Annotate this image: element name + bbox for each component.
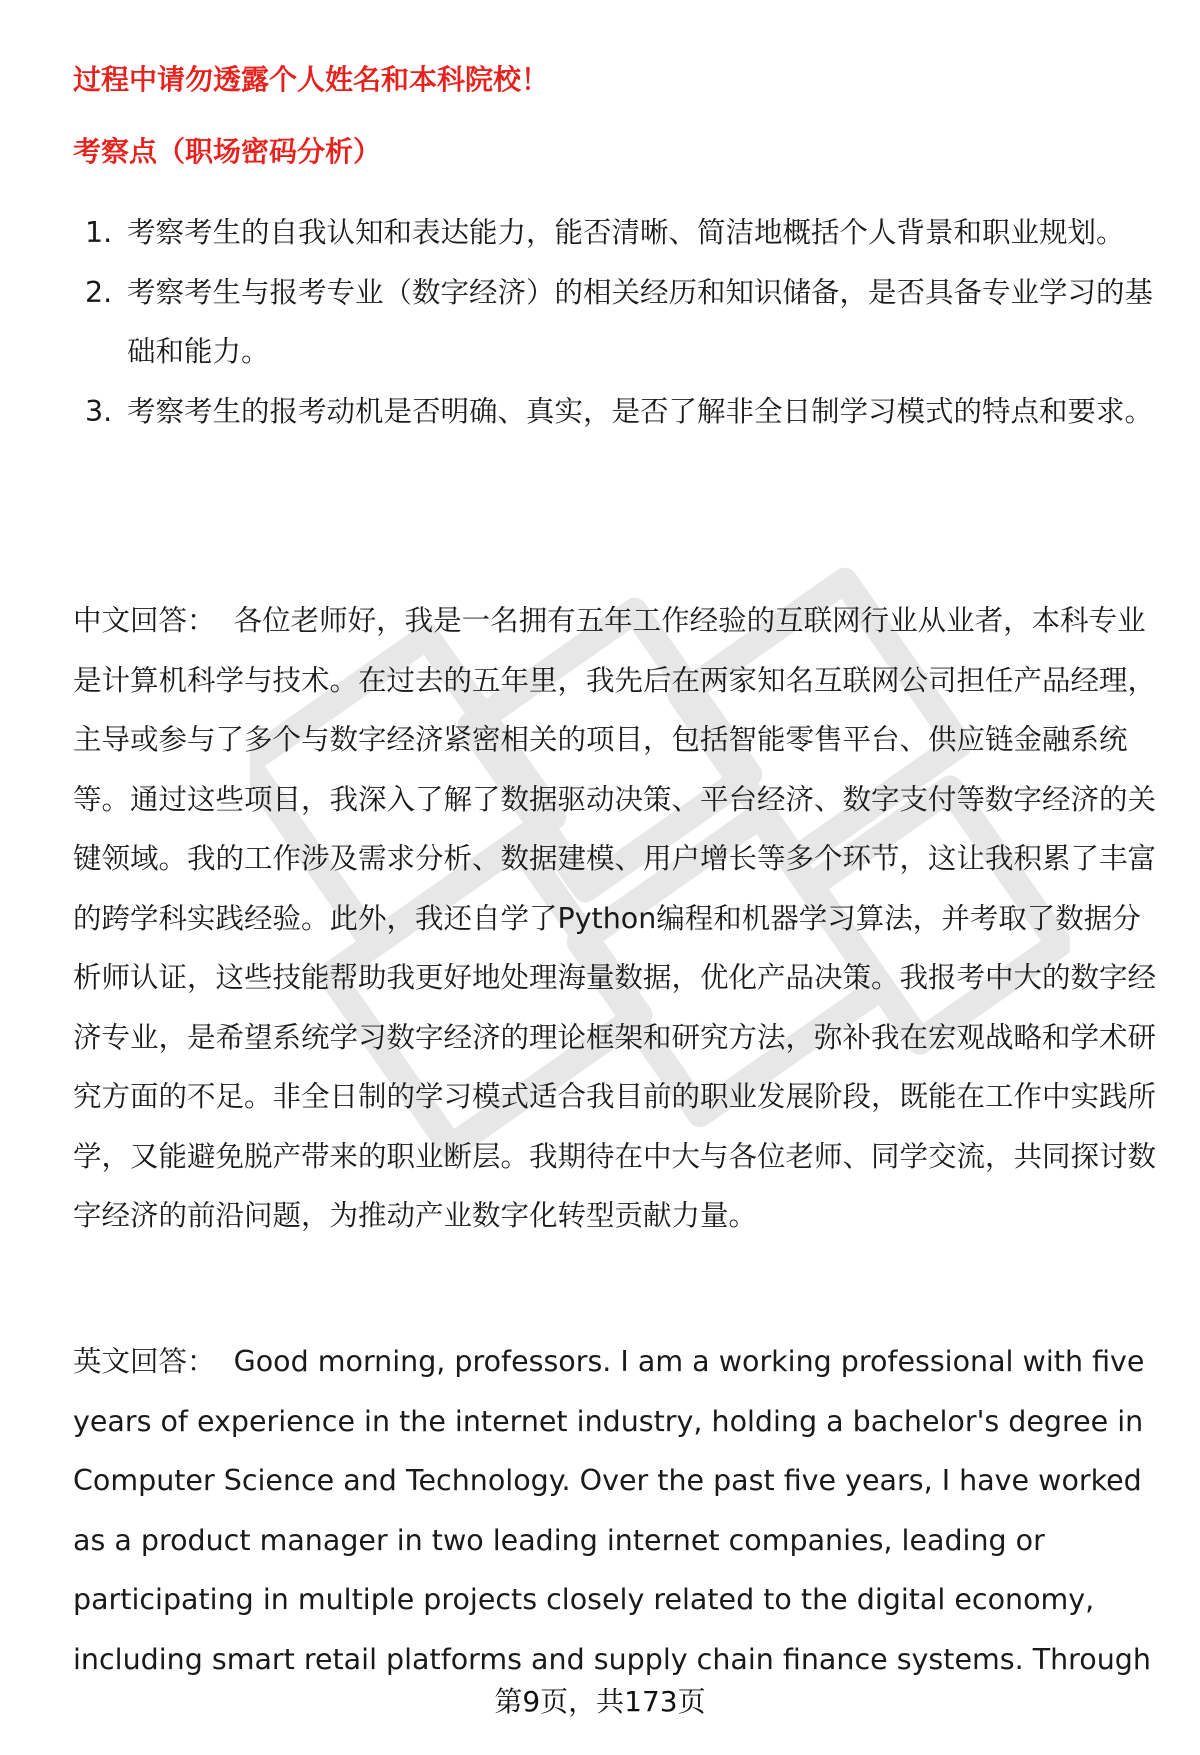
exam-point-number: 3. [85,394,113,428]
privacy-warning: 过程中请勿透露个人姓名和本科院校！ [73,63,550,96]
page-number: 第9页，共173页 [494,1685,706,1718]
english-answer-label: 英文回答： [73,1345,216,1378]
exam-point-item [73,203,1153,263]
exam-point-item [73,382,1153,442]
exam-point-text: 考察考生与报考专业（数字经济）的相关经历和知识储备，是否具备专业学习的基础和能力。 [127,275,1154,368]
exam-points-list [73,203,1153,441]
exam-point-item [73,263,1153,382]
chinese-answer-paragraph [73,591,1163,1246]
exam-point-text: 考察考生的自我认知和表达能力，能否清晰、简洁地概括个人背景和职业规划。 [127,216,1125,249]
exam-point-text: 考察考生的报考动机是否明确、真实，是否了解非全日制学习模式的特点和要求。 [127,394,1154,428]
exam-points-heading: 考察点（职场密码分析） [73,135,382,168]
english-answer-text: Good morning, professors. I am a working professional with five years of experience in the internet industry, holding a bachelor's degree in Computer Science and Technology. Over the past five years, I have worked as a product manager in two leading internet companies, leading or participating in multiple projects closely related to the digital economy, including smart retail platforms and supply chain finance systems. Through [73,1345,1151,1676]
chinese-answer-text: 各位老师好，我是一名拥有五年工作经验的互联网行业从业者，本科专业是计算机科学与技术。在过去的五年里，我先后在两家知名互联网公司担任产品经理，主导或参与了多个与数字经济紧密相关的项目，包括智能零售平台、供应链金融系统等。通过这些项目，我深入了解了数据驱动决策、平台经济、数字支付等数字经济的关键领域。我的工作涉及需求分析、数据建模、用户增长等多个环节，这让我积累了丰富的跨学科实践经验。此外，我还自学了Python编程和机器学习算法，并考取了数据分析师认证，这些技能帮助我更好地处理海量数据，优化产品决策。我报考中大的数字经济专业，是希望系统学习数字经济的理论框架和研究方法，弥补我在宏观战略和学术研究方面的不足。非全日制的学习模式适合我目前的职业发展阶段，既能在工作中实践所学，又能避免脱产带来的职业断层。我期待在中大与各位老师、同学交流，共同探讨数字经济的前沿问题，为推动产业数字化转型贡献力量。 [73,604,1157,1232]
exam-point-number: 2. [85,275,113,309]
english-answer-paragraph [73,1332,1163,1689]
exam-point-number: 1. [85,216,113,249]
chinese-answer-label: 中文回答： [73,604,216,637]
